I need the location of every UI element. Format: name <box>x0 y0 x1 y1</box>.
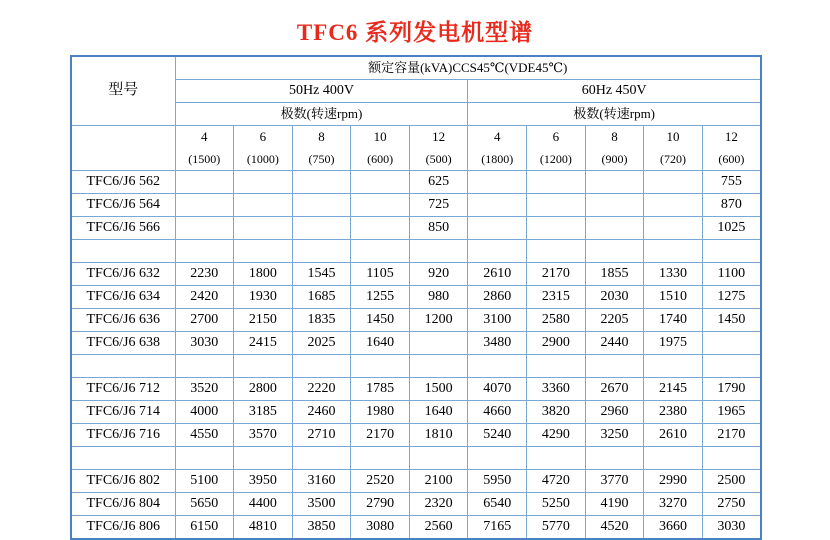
capacity-50hz-cell: 4000 <box>175 401 234 424</box>
capacity-60hz-cell: 1965 <box>702 401 761 424</box>
capacity-60hz-cell: 2145 <box>644 378 703 401</box>
capacity-60hz-cell <box>527 194 586 217</box>
header-pole-num-50hz-3: 10 <box>351 126 410 149</box>
spacer-cell <box>351 447 410 470</box>
capacity-50hz-cell: 1545 <box>292 263 351 286</box>
capacity-50hz-cell: 1200 <box>409 309 468 332</box>
capacity-60hz-cell: 2030 <box>585 286 644 309</box>
group-spacer-row <box>71 240 761 263</box>
header-row-pole-rpm <box>71 148 761 171</box>
model-cell: TFC6/J6 802 <box>71 470 175 493</box>
capacity-60hz-cell <box>585 171 644 194</box>
capacity-50hz-cell <box>292 171 351 194</box>
spec-table-container <box>70 55 760 540</box>
capacity-50hz-cell: 3080 <box>351 516 410 540</box>
model-cell: TFC6/J6 634 <box>71 286 175 309</box>
header-pole-rpm-60hz-1: (1200) <box>527 148 586 171</box>
spacer-cell <box>292 447 351 470</box>
capacity-60hz-cell <box>644 171 703 194</box>
header-pole-rpm-50hz-2: (750) <box>292 148 351 171</box>
capacity-60hz-cell: 1100 <box>702 263 761 286</box>
model-cell: TFC6/J6 638 <box>71 332 175 355</box>
header-pole-num-60hz-4: 12 <box>702 126 761 149</box>
capacity-50hz-cell <box>234 194 293 217</box>
capacity-60hz-cell: 2750 <box>702 493 761 516</box>
capacity-50hz-cell: 2415 <box>234 332 293 355</box>
capacity-60hz-cell: 1975 <box>644 332 703 355</box>
spacer-cell <box>702 355 761 378</box>
capacity-50hz-cell: 4810 <box>234 516 293 540</box>
capacity-50hz-cell: 2025 <box>292 332 351 355</box>
capacity-60hz-cell: 1025 <box>702 217 761 240</box>
header-pole-num-50hz-4: 12 <box>409 126 468 149</box>
capacity-50hz-cell <box>292 194 351 217</box>
capacity-60hz-cell: 2670 <box>585 378 644 401</box>
capacity-60hz-cell: 2170 <box>702 424 761 447</box>
capacity-60hz-cell: 870 <box>702 194 761 217</box>
capacity-50hz-cell: 2790 <box>351 493 410 516</box>
capacity-50hz-cell: 2170 <box>351 424 410 447</box>
header-pole-rpm-50hz-4: (500) <box>409 148 468 171</box>
capacity-50hz-cell: 1800 <box>234 263 293 286</box>
capacity-50hz-cell: 625 <box>409 171 468 194</box>
header-row-poles-label <box>71 103 761 126</box>
model-cell: TFC6/J6 632 <box>71 263 175 286</box>
model-cell: TFC6/J6 804 <box>71 493 175 516</box>
capacity-60hz-cell: 3770 <box>585 470 644 493</box>
capacity-50hz-cell: 850 <box>409 217 468 240</box>
spacer-cell <box>644 447 703 470</box>
capacity-60hz-cell: 2170 <box>527 263 586 286</box>
header-model-spacer <box>71 126 175 171</box>
capacity-60hz-cell <box>644 194 703 217</box>
capacity-60hz-cell: 3660 <box>644 516 703 540</box>
page-title: TFC6 系列发电机型谱 <box>296 20 534 45</box>
header-pole-num-60hz-1: 6 <box>527 126 586 149</box>
capacity-50hz-cell: 3030 <box>175 332 234 355</box>
capacity-50hz-cell <box>175 217 234 240</box>
spacer-cell <box>175 447 234 470</box>
capacity-50hz-cell: 5100 <box>175 470 234 493</box>
spacer-cell <box>292 355 351 378</box>
capacity-50hz-cell: 1105 <box>351 263 410 286</box>
spacer-cell <box>71 447 175 470</box>
capacity-60hz-cell <box>527 171 586 194</box>
model-cell: TFC6/J6 562 <box>71 171 175 194</box>
table-row <box>71 309 761 332</box>
group-spacer-row <box>71 355 761 378</box>
spacer-cell <box>292 240 351 263</box>
capacity-60hz-cell: 1740 <box>644 309 703 332</box>
capacity-60hz-cell: 3820 <box>527 401 586 424</box>
spacer-cell <box>409 355 468 378</box>
header-poles-label-50hz: 极数(转速rpm) <box>175 103 468 126</box>
capacity-60hz-cell: 755 <box>702 171 761 194</box>
spacer-cell <box>644 240 703 263</box>
capacity-50hz-cell <box>234 217 293 240</box>
capacity-50hz-cell: 1785 <box>351 378 410 401</box>
capacity-60hz-cell: 2610 <box>644 424 703 447</box>
header-pole-rpm-50hz-3: (600) <box>351 148 410 171</box>
spacer-cell <box>234 447 293 470</box>
capacity-60hz-cell: 2580 <box>527 309 586 332</box>
capacity-60hz-cell: 2960 <box>585 401 644 424</box>
capacity-60hz-cell: 1790 <box>702 378 761 401</box>
header-pole-num-50hz-2: 8 <box>292 126 351 149</box>
spacer-cell <box>585 447 644 470</box>
table-row <box>71 171 761 194</box>
spacer-cell <box>468 240 527 263</box>
capacity-60hz-cell: 4660 <box>468 401 527 424</box>
capacity-50hz-cell <box>351 194 410 217</box>
capacity-50hz-cell: 3950 <box>234 470 293 493</box>
model-cell: TFC6/J6 712 <box>71 378 175 401</box>
header-model-label: 型号 <box>71 56 175 126</box>
capacity-50hz-cell: 2460 <box>292 401 351 424</box>
table-row <box>71 424 761 447</box>
capacity-50hz-cell: 2800 <box>234 378 293 401</box>
table-row <box>71 470 761 493</box>
header-row-capacity <box>71 56 761 80</box>
spacer-cell <box>175 240 234 263</box>
capacity-60hz-cell: 2380 <box>644 401 703 424</box>
capacity-60hz-cell <box>468 194 527 217</box>
capacity-60hz-cell <box>585 194 644 217</box>
header-pole-num-60hz-0: 4 <box>468 126 527 149</box>
capacity-60hz-cell: 3250 <box>585 424 644 447</box>
header-row-frequency <box>71 80 761 103</box>
model-cell: TFC6/J6 564 <box>71 194 175 217</box>
capacity-50hz-cell: 2520 <box>351 470 410 493</box>
capacity-50hz-cell <box>351 217 410 240</box>
capacity-60hz-cell: 1450 <box>702 309 761 332</box>
spacer-cell <box>71 355 175 378</box>
capacity-60hz-cell <box>527 217 586 240</box>
capacity-50hz-cell: 980 <box>409 286 468 309</box>
header-pole-num-60hz-3: 10 <box>644 126 703 149</box>
capacity-60hz-cell: 5240 <box>468 424 527 447</box>
capacity-60hz-cell: 2315 <box>527 286 586 309</box>
model-cell: TFC6/J6 566 <box>71 217 175 240</box>
capacity-50hz-cell: 725 <box>409 194 468 217</box>
capacity-50hz-cell: 1640 <box>351 332 410 355</box>
capacity-50hz-cell <box>351 171 410 194</box>
header-pole-rpm-50hz-1: (1000) <box>234 148 293 171</box>
table-row <box>71 217 761 240</box>
header-pole-rpm-60hz-3: (720) <box>644 148 703 171</box>
table-row <box>71 401 761 424</box>
spacer-cell <box>644 355 703 378</box>
header-pole-rpm-50hz-0: (1500) <box>175 148 234 171</box>
model-cell: TFC6/J6 716 <box>71 424 175 447</box>
capacity-50hz-cell: 2100 <box>409 470 468 493</box>
capacity-60hz-cell: 3030 <box>702 516 761 540</box>
capacity-50hz-cell: 2700 <box>175 309 234 332</box>
capacity-50hz-cell: 5650 <box>175 493 234 516</box>
spacer-cell <box>468 355 527 378</box>
capacity-50hz-cell: 6150 <box>175 516 234 540</box>
capacity-50hz-cell: 3185 <box>234 401 293 424</box>
capacity-50hz-cell: 3520 <box>175 378 234 401</box>
spacer-cell <box>234 355 293 378</box>
capacity-60hz-cell: 2610 <box>468 263 527 286</box>
capacity-50hz-cell: 2320 <box>409 493 468 516</box>
header-freq-50hz: 50Hz 400V <box>175 80 468 103</box>
capacity-50hz-cell: 2150 <box>234 309 293 332</box>
header-capacity-label: 额定容量(kVA)CCS45℃(VDE45℃) <box>175 56 761 80</box>
capacity-60hz-cell: 4190 <box>585 493 644 516</box>
capacity-50hz-cell <box>409 332 468 355</box>
spacer-cell <box>527 447 586 470</box>
capacity-50hz-cell: 2420 <box>175 286 234 309</box>
capacity-60hz-cell: 3100 <box>468 309 527 332</box>
table-row <box>71 378 761 401</box>
capacity-60hz-cell <box>702 332 761 355</box>
capacity-50hz-cell: 1980 <box>351 401 410 424</box>
capacity-60hz-cell: 5250 <box>527 493 586 516</box>
capacity-50hz-cell: 1685 <box>292 286 351 309</box>
model-cell: TFC6/J6 806 <box>71 516 175 540</box>
capacity-60hz-cell: 4070 <box>468 378 527 401</box>
capacity-50hz-cell: 1450 <box>351 309 410 332</box>
spacer-cell <box>527 240 586 263</box>
generator-spec-table <box>70 55 762 540</box>
table-row <box>71 286 761 309</box>
capacity-50hz-cell: 2710 <box>292 424 351 447</box>
capacity-50hz-cell <box>234 171 293 194</box>
header-pole-num-50hz-1: 6 <box>234 126 293 149</box>
capacity-50hz-cell: 3160 <box>292 470 351 493</box>
spacer-cell <box>234 240 293 263</box>
spacer-cell <box>409 447 468 470</box>
header-freq-60hz: 60Hz 450V <box>468 80 761 103</box>
spacer-cell <box>351 240 410 263</box>
table-row <box>71 516 761 540</box>
header-pole-rpm-60hz-0: (1800) <box>468 148 527 171</box>
capacity-60hz-cell <box>468 171 527 194</box>
spacer-cell <box>409 240 468 263</box>
header-pole-rpm-60hz-4: (600) <box>702 148 761 171</box>
spacer-cell <box>527 355 586 378</box>
header-pole-num-50hz-0: 4 <box>175 126 234 149</box>
spacer-cell <box>175 355 234 378</box>
capacity-60hz-cell <box>585 217 644 240</box>
capacity-60hz-cell: 6540 <box>468 493 527 516</box>
table-row <box>71 194 761 217</box>
capacity-50hz-cell: 920 <box>409 263 468 286</box>
table-row <box>71 263 761 286</box>
capacity-60hz-cell: 7165 <box>468 516 527 540</box>
model-cell: TFC6/J6 714 <box>71 401 175 424</box>
model-cell: TFC6/J6 636 <box>71 309 175 332</box>
table-row <box>71 332 761 355</box>
capacity-50hz-cell: 2220 <box>292 378 351 401</box>
capacity-50hz-cell: 4550 <box>175 424 234 447</box>
capacity-50hz-cell: 3500 <box>292 493 351 516</box>
capacity-50hz-cell: 4400 <box>234 493 293 516</box>
header-pole-num-60hz-2: 8 <box>585 126 644 149</box>
capacity-60hz-cell: 5950 <box>468 470 527 493</box>
capacity-50hz-cell: 1930 <box>234 286 293 309</box>
spacer-cell <box>585 240 644 263</box>
capacity-60hz-cell: 2900 <box>527 332 586 355</box>
capacity-50hz-cell: 3850 <box>292 516 351 540</box>
capacity-50hz-cell <box>175 171 234 194</box>
spacer-cell <box>585 355 644 378</box>
header-row-pole-numbers <box>71 126 761 149</box>
capacity-60hz-cell <box>644 217 703 240</box>
capacity-60hz-cell: 1510 <box>644 286 703 309</box>
spacer-cell <box>71 240 175 263</box>
capacity-60hz-cell: 2440 <box>585 332 644 355</box>
group-spacer-row <box>71 447 761 470</box>
capacity-60hz-cell: 4720 <box>527 470 586 493</box>
capacity-50hz-cell: 1255 <box>351 286 410 309</box>
capacity-50hz-cell: 2560 <box>409 516 468 540</box>
header-pole-rpm-60hz-2: (900) <box>585 148 644 171</box>
spacer-cell <box>702 447 761 470</box>
capacity-60hz-cell: 3270 <box>644 493 703 516</box>
capacity-60hz-cell: 2205 <box>585 309 644 332</box>
spacer-cell <box>351 355 410 378</box>
capacity-60hz-cell: 3360 <box>527 378 586 401</box>
capacity-50hz-cell: 1640 <box>409 401 468 424</box>
capacity-60hz-cell: 1275 <box>702 286 761 309</box>
capacity-50hz-cell: 3570 <box>234 424 293 447</box>
capacity-60hz-cell: 2860 <box>468 286 527 309</box>
capacity-60hz-cell <box>468 217 527 240</box>
capacity-50hz-cell <box>175 194 234 217</box>
capacity-50hz-cell <box>292 217 351 240</box>
capacity-60hz-cell: 4290 <box>527 424 586 447</box>
capacity-60hz-cell: 1330 <box>644 263 703 286</box>
capacity-60hz-cell: 3480 <box>468 332 527 355</box>
capacity-60hz-cell: 5770 <box>527 516 586 540</box>
spacer-cell <box>468 447 527 470</box>
capacity-60hz-cell: 1855 <box>585 263 644 286</box>
capacity-60hz-cell: 2990 <box>644 470 703 493</box>
table-row <box>71 493 761 516</box>
capacity-60hz-cell: 4520 <box>585 516 644 540</box>
capacity-50hz-cell: 1835 <box>292 309 351 332</box>
capacity-50hz-cell: 2230 <box>175 263 234 286</box>
capacity-50hz-cell: 1810 <box>409 424 468 447</box>
capacity-50hz-cell: 1500 <box>409 378 468 401</box>
header-poles-label-60hz: 极数(转速rpm) <box>468 103 761 126</box>
spacer-cell <box>702 240 761 263</box>
capacity-60hz-cell: 2500 <box>702 470 761 493</box>
